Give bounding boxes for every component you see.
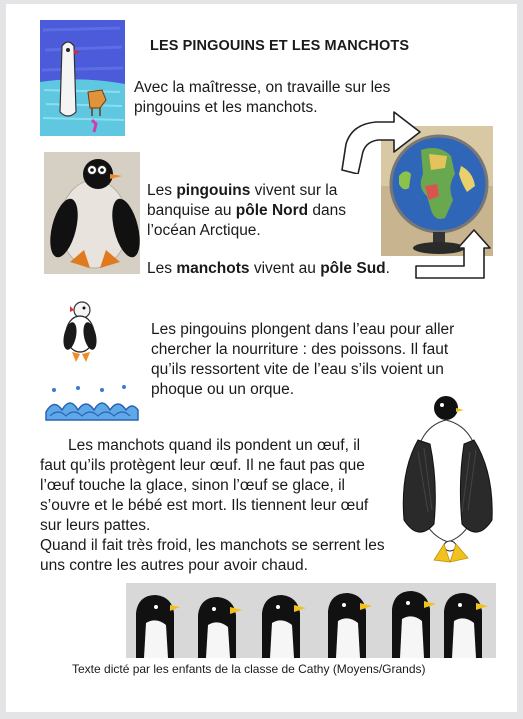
pole-sud-word: pôle Sud <box>320 260 386 277</box>
penguin-crafts-photo-strip <box>126 583 496 658</box>
manchots-text <box>147 259 427 279</box>
cold-paragraph: Quand il fait très froid, les manchots se serrent les uns contre les autres pour avoir chaud. <box>40 537 385 574</box>
penguin-with-egg-drawing <box>398 392 498 574</box>
diving-penguin-drawing <box>54 296 104 368</box>
pingouins-text-pre: Les <box>147 182 177 199</box>
page-title: LES PINGOUINS ET LES MANCHOTS <box>150 38 410 54</box>
pingouins-text <box>147 181 377 241</box>
penguin-on-ice-drawing <box>40 20 125 136</box>
eggs-text <box>40 436 385 576</box>
arrow-north-icon <box>336 104 426 174</box>
manchots-text-pre: Les <box>147 260 177 277</box>
diving-text: Les pingouins plongent dans l’eau pour aller chercher la nourriture : des poissons. Il faut qu’ils ressortent vite de l’eau s’ils voient un phoque ou un orque. <box>151 321 455 398</box>
pingouins-text-post: dans l’océan Arctique. <box>147 202 347 239</box>
footer-credit: Texte dicté par les enfants de la classe de Cathy (Moyens/Grands) <box>72 662 426 676</box>
paper-penguin-drawing <box>44 152 140 274</box>
manchots-text-post: . <box>385 260 390 277</box>
pingouins-text-mid: vivent sur la banquise au <box>147 182 338 219</box>
manchots-text-mid: vivent au <box>249 260 321 277</box>
intro-text: Avec la maîtresse, on travaille sur les pingouins et les manchots. <box>134 79 391 116</box>
eggs-paragraph: Les manchots quand ils pondent un œuf, il faut qu’ils protègent leur œuf. Il ne faut pas que l’œuf touche la glace, sinon l’œuf se glace, il s’ouvre et le bébé est mort. Ils tiennent leur œuf sur leurs pattes. <box>40 437 369 534</box>
manchots-word: manchots <box>176 260 250 277</box>
pole-nord-word: pôle Nord <box>235 202 309 219</box>
pingouins-word: pingouins <box>176 182 251 199</box>
water-waves-drawing <box>44 384 140 426</box>
